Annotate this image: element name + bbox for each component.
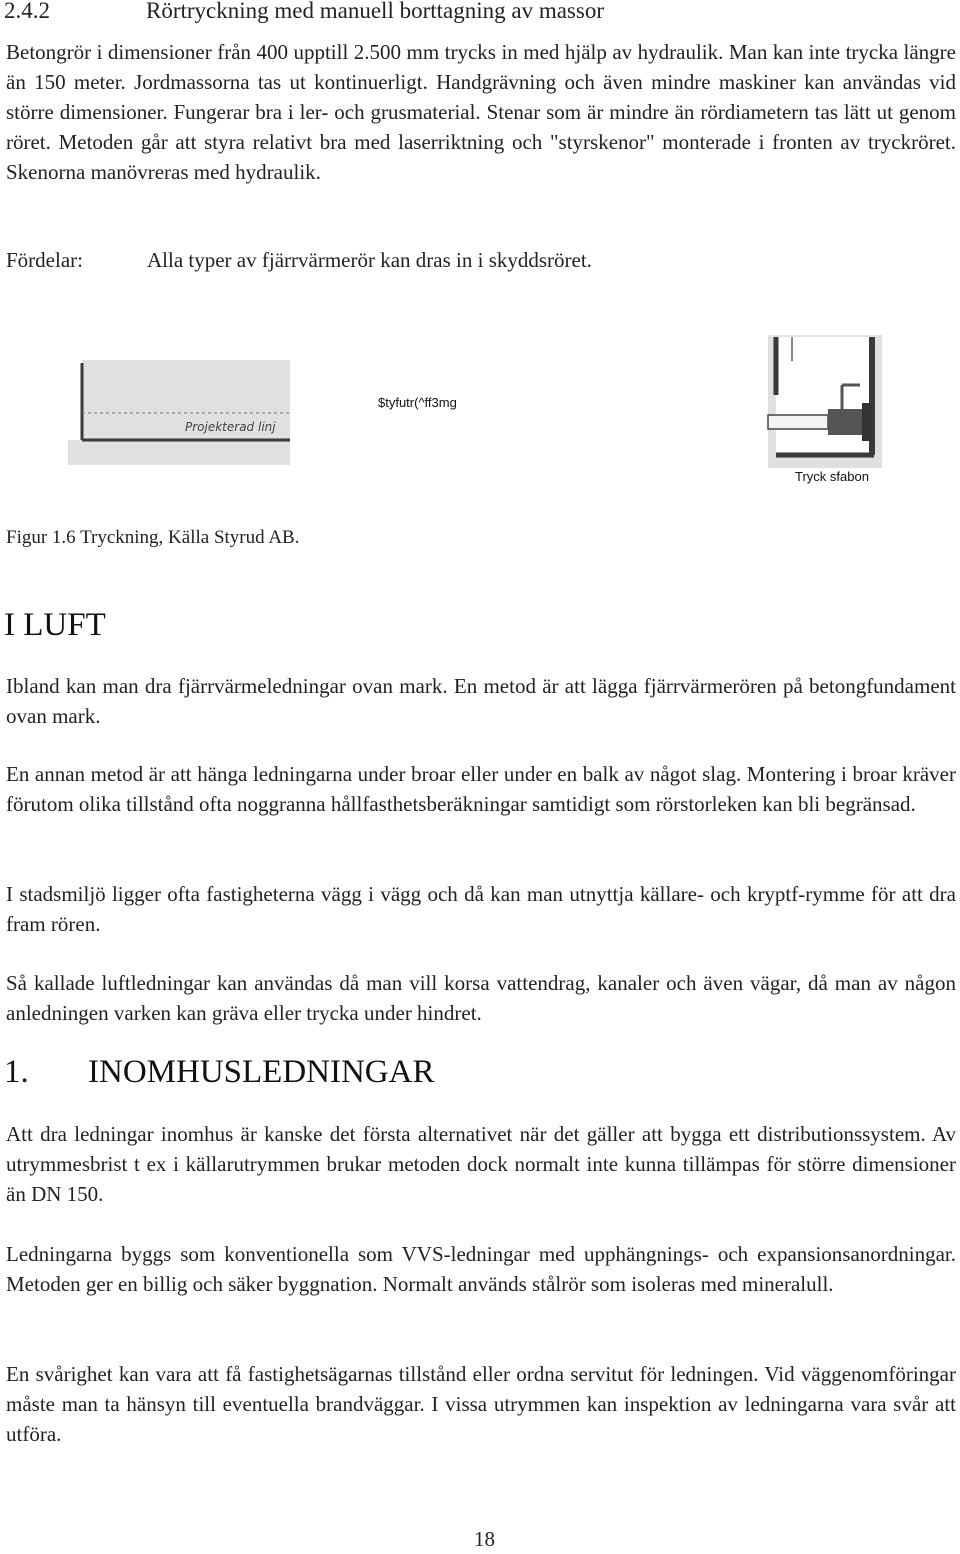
luft-paragraph-4: Så kallade luftledningar kan användas då man vill korsa vattendrag, kanaler och även vägar, då man av någon anledningen varken kan gräva eller trycka under hindret.: [6, 971, 956, 1025]
section-number: 2.4.2: [4, 0, 50, 23]
figure-caption: Figur 1.6 Tryckning, Källa Styrud AB.: [6, 527, 300, 548]
luft-paragraph-1: Ibland kan man dra fjärrvärmeledningar ovan mark. En metod är att lägga fjärrvärmerören på betongfundament ovan mark.: [6, 674, 956, 728]
heading-inomhus-title: INOMHUSLEDNINGAR: [88, 1054, 435, 1090]
luft-paragraph-3: I stadsmiljö ligger ofta fastigheterna vägg i vägg och då kan man utnyttja källare- och kryptf-rymme för att dra fram rören.: [6, 882, 956, 936]
advantages-text: Alla typer av fjärrvärmerör kan dras in i skyddsröret.: [147, 248, 592, 272]
inomhus-paragraph-1: Att dra ledningar inomhus är kanske det första alternativet när det gäller att bygga ett distributionssystem. Av utrymmesbrist t ex i källarutrymmen brukar metoden dock normalt inte kunna tillämpas för större dimensioner än DN 150.: [6, 1122, 956, 1206]
advantages-row: [6, 245, 592, 275]
section-heading: [4, 0, 604, 26]
heading-inomhus-number: 1.: [4, 1054, 29, 1090]
push-cylinder: [828, 409, 862, 435]
projected-line-label: Projekterad linj: [185, 420, 276, 434]
push-station-label: Tryck sfabon: [795, 469, 869, 484]
section-title: Rörtryckning med manuell borttagning av massor: [146, 0, 604, 23]
advantages-label: Fördelar:: [6, 248, 83, 272]
trench-wall: [68, 360, 82, 440]
figure: [60, 325, 890, 495]
inomhus-paragraph-2: Ledningarna byggs som konventionella som VVS-ledningar med upphängnings- och expansionsanordningar. Metoden ger en billig och säker byggnation. Normalt används stålrör som isoleras med mineralull.: [6, 1242, 956, 1296]
figure-illustration: [60, 325, 890, 495]
steering-label: $tyfutr(^ff3mg: [378, 395, 457, 410]
body-paragraph: Betongrör i dimensioner från 400 upptill 2.500 mm trycks in med hjälp av hydraulik. Man kan inte trycka längre än 150 meter. Jordmassorna tas ut kontinuerligt. Handgrävning och även mindre maskiner kan användas vid större dimensioner. Fungerar bra i ler- och grusmaterial. Stenar som är mindre än rördiametern tas lätt ut genom röret. Metoden går att styra relativt bra med laserriktning och "styrskenor" monterade i fronten av tryckröret. Skenorna manövreras med hydraulik.: [6, 40, 956, 184]
heading-inomhus: [4, 1052, 435, 1092]
inomhus-paragraph-3: En svårighet kan vara att få fastighetsägarnas tillstånd eller ordna servitut för ledningen. Vid väggenomföringar måste man ta hänsyn till eventuella brandväggar. I vissa utrymmen kan inspektion av ledningarna vara svår att utföra.: [6, 1362, 956, 1446]
page-number: 18: [474, 1527, 495, 1551]
push-rod: [768, 415, 828, 429]
heading-luft: I LUFT: [4, 607, 106, 643]
luft-paragraph-2: En annan metod är att hänga ledningarna under broar eller under en balk av något slag. Montering i broar kräver förutom olika tillstånd ofta noggranna hållfasthetsberäkningar samtidigt som rörstorleken kan bli begränsad.: [6, 762, 956, 816]
